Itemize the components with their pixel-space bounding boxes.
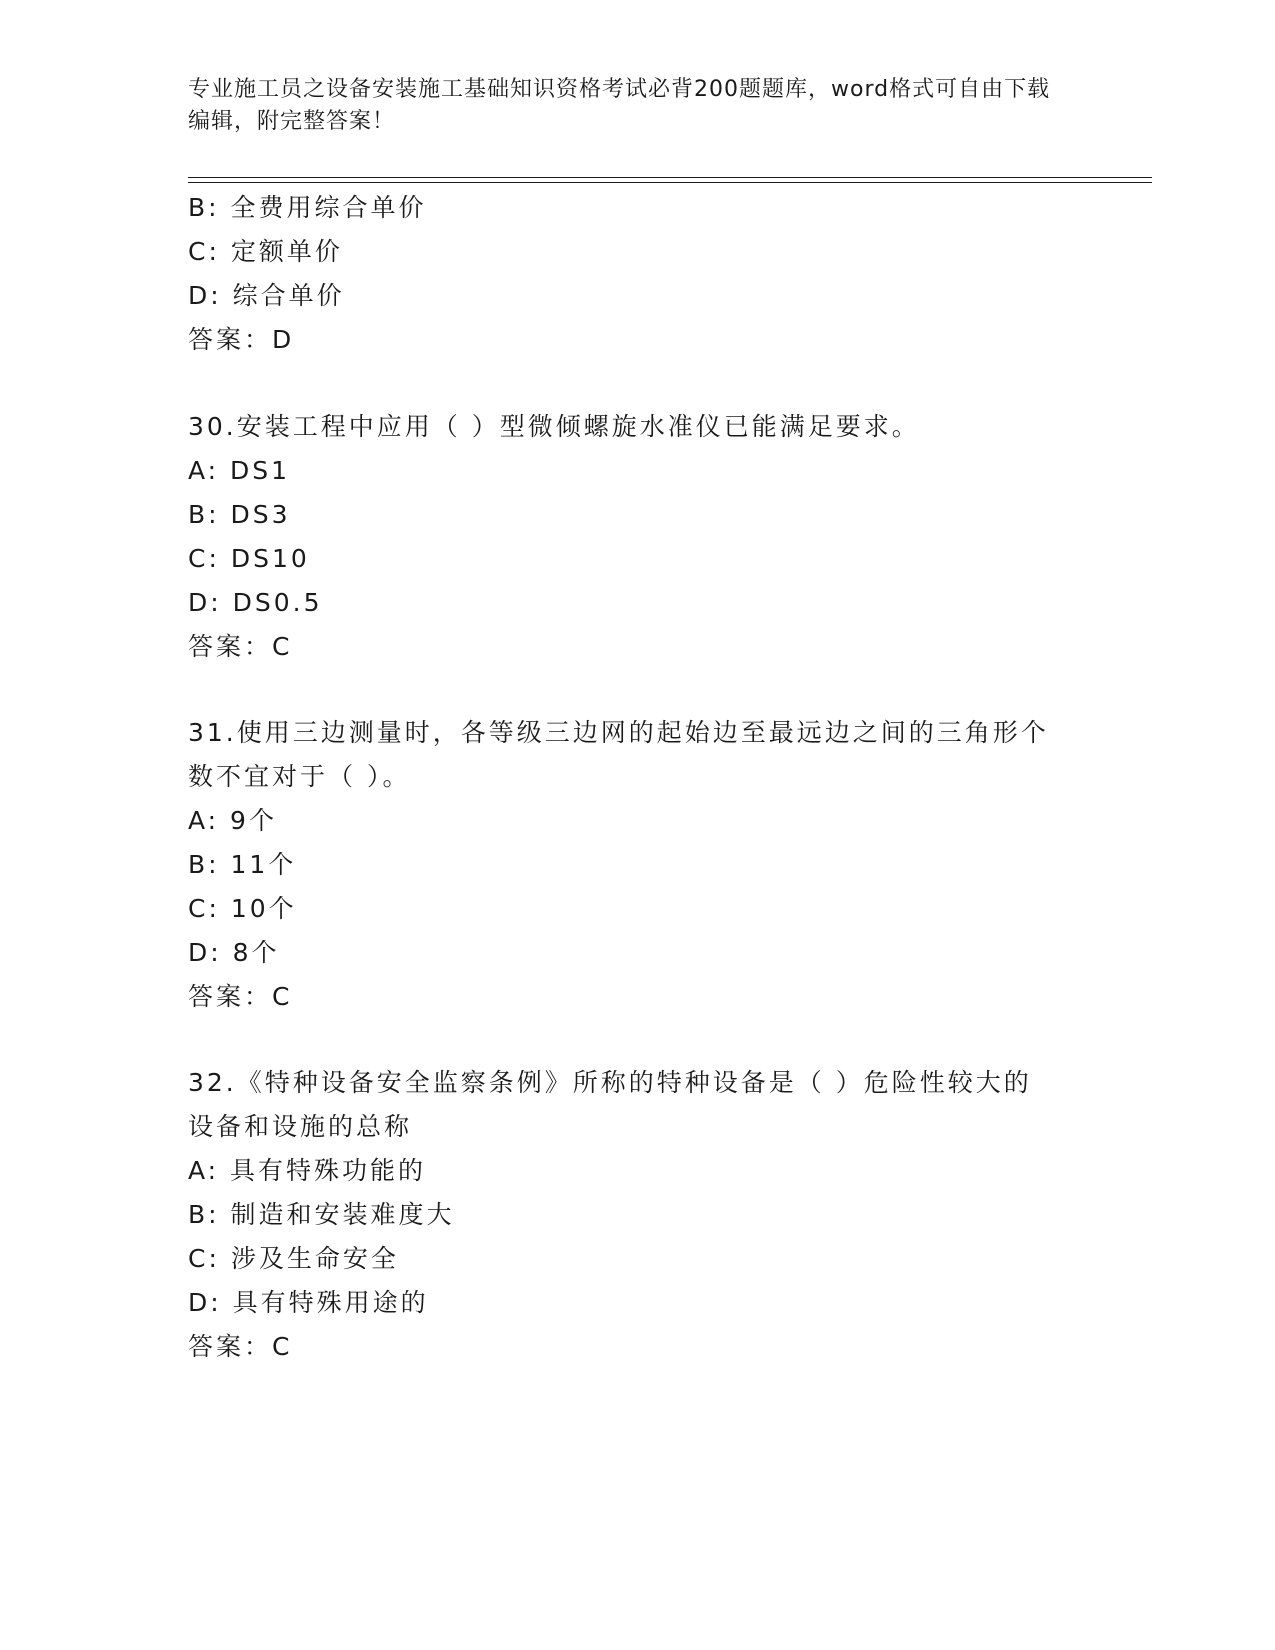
header-divider-top [188,177,1152,178]
option-c: C: 10个 [188,894,297,923]
answer: 答案：C [188,1332,293,1361]
option-c: C: DS10 [188,544,310,573]
option-d: D: 具有特殊用途的 [188,1288,429,1317]
question-stem-continued: 数不宜对于（ ）。 [188,762,411,791]
question-stem: 32.《特种设备安全监察条例》所称的特种设备是（ ）危险性较大的 [188,1068,1032,1097]
question-stem: 30.安装工程中应用（ ）型微倾螺旋水准仪已能满足要求。 [188,412,920,441]
header-divider-bottom [188,182,1152,183]
option-b: B: 全费用综合单价 [188,193,427,222]
option-c: C: 涉及生命安全 [188,1244,399,1273]
option-d: D: DS0.5 [188,588,323,617]
question-stem-continued: 设备和设施的总称 [188,1112,413,1141]
answer: 答案：C [188,982,293,1011]
answer: 答案：D [188,325,295,354]
option-a: A: 9个 [188,806,277,835]
document-header: 专业施工员之设备安装施工基础知识资格考试必背200题题库，word格式可自由下载编辑，附完整答案！ [188,77,1051,134]
option-b: B: 11个 [188,850,297,879]
option-d: D: 综合单价 [188,281,345,310]
answer: 答案：C [188,632,293,661]
option-a: A: 具有特殊功能的 [188,1156,427,1185]
option-a: A: DS1 [188,456,291,485]
option-b: B: DS3 [188,500,291,529]
option-b: B: 制造和安装难度大 [188,1200,455,1229]
option-d: D: 8个 [188,938,280,967]
question-stem: 31.使用三边测量时，各等级三边网的起始边至最远边之间的三角形个 [188,718,1049,747]
option-c: C: 定额单价 [188,237,343,266]
